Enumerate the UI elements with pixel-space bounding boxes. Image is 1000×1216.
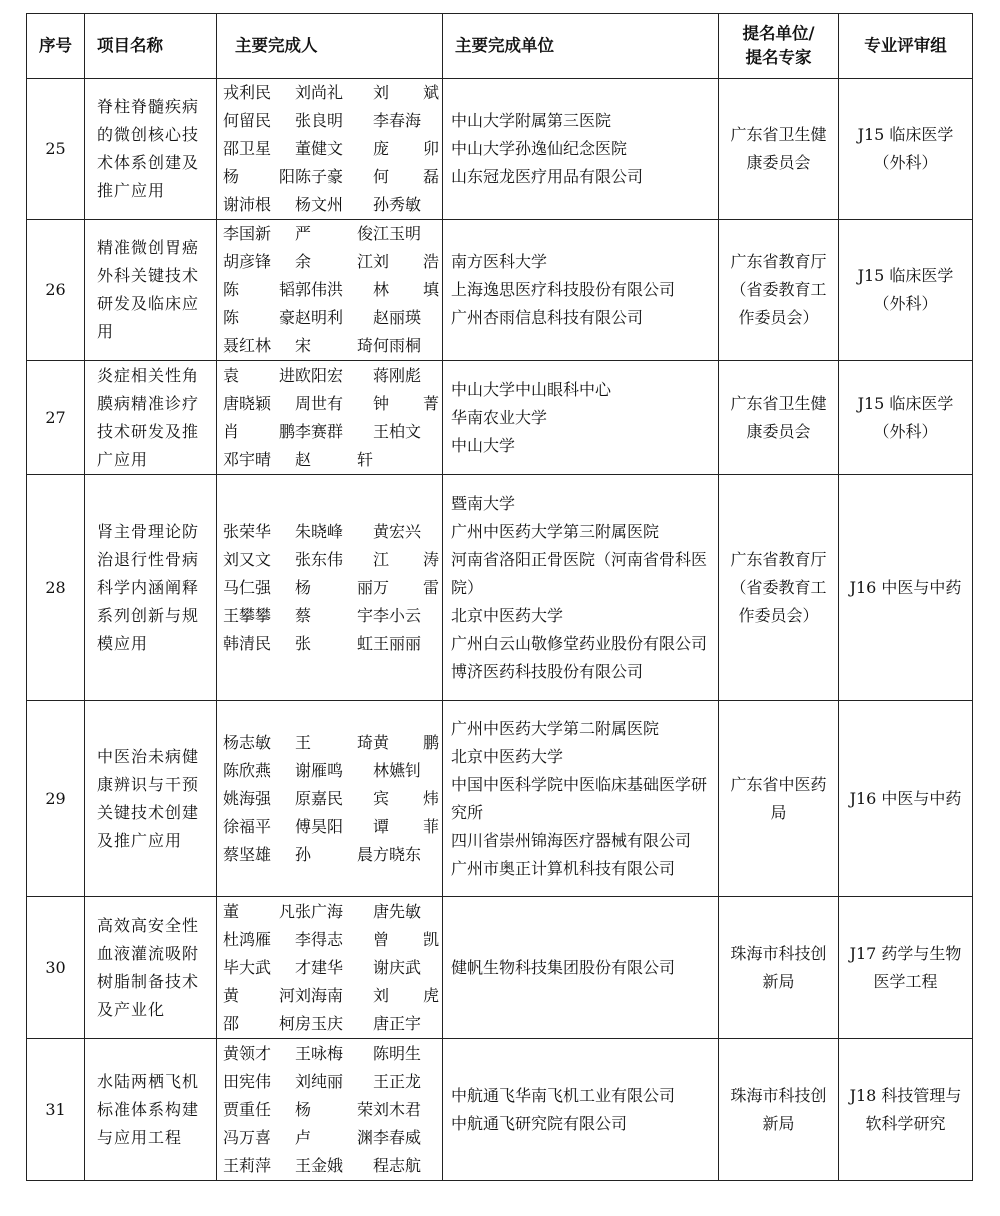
table-body	[27, 79, 973, 1181]
row-seq: 27	[27, 361, 85, 475]
row-group: J16 中医与中药	[839, 475, 973, 701]
person-name: 黄领才	[223, 1043, 272, 1063]
row-seq: 25	[27, 79, 85, 220]
table-row	[27, 361, 973, 475]
person-name: 万 雷	[373, 577, 439, 597]
person-name: 田宪伟	[223, 1071, 272, 1091]
person-name: 钟 菁	[373, 393, 439, 413]
unit-name: 山东冠龙医疗用品有限公司	[451, 167, 644, 186]
row-seq: 31	[27, 1039, 85, 1181]
person-name: 唐晓颖	[223, 393, 272, 413]
person-name: 聂红林	[223, 336, 272, 355]
person-name: 陈子豪	[295, 167, 344, 186]
person-name: 杜鸿雁	[223, 929, 272, 949]
row-nominator: 广东省中医药局	[719, 701, 839, 897]
row-seq: 26	[27, 220, 85, 361]
person-name: 王金娥	[295, 1155, 344, 1175]
row-nominator: 广东省教育厅（省委教育工作委员会）	[719, 220, 839, 361]
row-group: J16 中医与中药	[839, 701, 973, 897]
row-units	[443, 701, 719, 897]
person-name: 马仁强	[223, 577, 272, 597]
person-name: 郭伟洪	[295, 280, 344, 299]
person-name: 王柏文	[373, 421, 422, 441]
header-project: 项目名称	[85, 14, 217, 79]
row-people	[217, 220, 443, 361]
person-name: 王 琦	[295, 732, 373, 752]
person-name: 陈欣燕	[223, 760, 272, 780]
person-name: 刘木君	[373, 1099, 422, 1119]
header-people: 主要完成人	[217, 14, 443, 79]
person-name: 林 填	[373, 280, 439, 299]
row-project: 肾主骨理论防治退行性骨病科学内涵阐释系列创新与规模应用	[85, 475, 217, 701]
person-name: 谭 菲	[373, 816, 439, 836]
person-name: 姚海强	[223, 788, 272, 808]
person-name: 王正龙	[373, 1071, 422, 1091]
person-name: 朱晓峰	[295, 521, 344, 541]
person-name: 周世有	[295, 393, 344, 413]
person-name: 李赛群	[295, 421, 344, 441]
person-name: 庞 卯	[373, 139, 439, 158]
person-name: 刘尚礼	[295, 83, 344, 102]
row-group: J15 临床医学（外科）	[839, 220, 973, 361]
header-row	[27, 14, 973, 79]
person-name: 董 凡	[223, 901, 295, 921]
row-project: 精准微创胃癌外科关键技术研发及临床应用	[85, 220, 217, 361]
unit-name: 广州市奥正计算机科技有限公司	[451, 858, 676, 878]
people-grid	[223, 1040, 438, 1180]
row-project: 水陆两栖飞机标准体系构建与应用工程	[85, 1039, 217, 1181]
table-row	[27, 897, 973, 1039]
person-name: 程志航	[373, 1155, 422, 1175]
unit-name: 健帆生物科技集团股份有限公司	[451, 957, 676, 977]
person-name: 杨 阳	[223, 167, 295, 186]
person-name: 王丽丽	[373, 633, 422, 653]
unit-name: 北京中医药大学	[451, 746, 564, 766]
header-seq: 序号	[27, 14, 85, 79]
person-name: 刘又文	[223, 549, 272, 569]
person-name: 曾 凯	[373, 929, 439, 949]
unit-name: 广州中医药大学第三附属医院	[451, 521, 660, 541]
person-name: 孙 晨	[295, 844, 373, 864]
table-row	[27, 1039, 973, 1181]
header-nominator	[719, 14, 839, 79]
table-row	[27, 701, 973, 897]
table-row	[27, 220, 973, 361]
person-name: 陈 豪	[223, 308, 295, 327]
person-name: 何 磊	[373, 167, 439, 186]
person-name: 黄 鹏	[373, 732, 439, 752]
person-name: 李得志	[295, 929, 344, 949]
row-people	[217, 361, 443, 475]
unit-name: 广州白云山敬修堂药业股份有限公司	[451, 633, 708, 653]
person-name: 陈明生	[373, 1043, 422, 1063]
unit-name: 四川省崇州锦海医疗器械有限公司	[451, 830, 692, 850]
unit-name: 博济医药科技股份有限公司	[451, 661, 644, 681]
person-name: 林嬿钊	[373, 760, 422, 780]
person-name: 冯万喜	[223, 1127, 272, 1147]
person-name: 唐先敏	[373, 901, 422, 921]
person-name: 蒋刚彪	[373, 365, 422, 385]
person-name: 袁 进	[223, 365, 295, 385]
person-name: 肖 鹏	[223, 421, 295, 441]
unit-name: 上海逸思医疗科技股份有限公司	[451, 280, 676, 299]
person-name: 黄 河	[223, 985, 295, 1005]
row-units	[443, 79, 719, 220]
unit-name: 河南省洛阳正骨医院（河南省骨科医院）	[451, 549, 708, 597]
person-name: 严 俊	[295, 224, 373, 243]
people-grid	[223, 79, 438, 219]
unit-name: 中山大学	[451, 435, 516, 455]
unit-name: 广州杏雨信息科技有限公司	[451, 308, 644, 327]
unit-name: 广州中医药大学第二附属医院	[451, 718, 660, 738]
person-name: 毕大武	[223, 957, 272, 977]
unit-name: 暨南大学	[451, 493, 516, 513]
row-group: J15 临床医学（外科）	[839, 361, 973, 475]
person-name: 谢沛根	[223, 195, 272, 214]
person-name: 欧阳宏	[295, 365, 344, 385]
person-name: 邵卫星	[223, 139, 272, 158]
table-row	[27, 475, 973, 701]
row-group: J15 临床医学（外科）	[839, 79, 973, 220]
person-name: 李春威	[373, 1127, 422, 1147]
person-name: 房玉庆	[295, 1013, 344, 1033]
header-nominator-line2: 提名专家	[745, 48, 812, 67]
person-name: 刘 虎	[373, 985, 439, 1005]
row-nominator: 珠海市科技创新局	[719, 1039, 839, 1181]
unit-name: 南方医科大学	[451, 252, 548, 271]
person-name: 李春海	[373, 111, 422, 130]
row-project: 脊柱脊髓疾病的微创核心技术体系创建及推广应用	[85, 79, 217, 220]
person-name: 张 虹	[295, 633, 373, 653]
person-name: 刘 斌	[373, 83, 439, 102]
person-name: 刘纯丽	[295, 1071, 344, 1091]
row-people	[217, 79, 443, 220]
row-nominator: 广东省卫生健康委员会	[719, 79, 839, 220]
person-name: 原嘉民	[295, 788, 344, 808]
row-nominator: 珠海市科技创新局	[719, 897, 839, 1039]
row-units	[443, 475, 719, 701]
person-name: 余 江	[295, 252, 373, 271]
row-project: 炎症相关性角膜病精准诊疗技术研发及推广应用	[85, 361, 217, 475]
person-name: 何留民	[223, 111, 272, 130]
row-units	[443, 1039, 719, 1181]
header-nominator-line1: 提名单位/	[742, 24, 815, 43]
person-name: 孙秀敏	[373, 195, 422, 214]
row-units	[443, 897, 719, 1039]
person-name: 宾 炜	[373, 788, 439, 808]
person-name: 宋 琦	[295, 336, 373, 355]
row-nominator: 广东省教育厅（省委教育工作委员会）	[719, 475, 839, 701]
unit-name: 中国中医科学院中医临床基础医学研究所	[451, 774, 708, 822]
person-name: 张良明	[295, 111, 344, 130]
person-name: 何雨桐	[373, 336, 422, 355]
unit-name: 中山大学中山眼科中心	[451, 379, 612, 399]
person-name: 邓宇晴	[223, 449, 272, 469]
person-name: 方晓东	[373, 844, 422, 864]
person-name: 董健文	[295, 139, 344, 158]
person-name: 唐正宇	[373, 1013, 422, 1033]
unit-name: 北京中医药大学	[451, 605, 564, 625]
person-name: 张荣华	[223, 521, 272, 541]
person-name: 杨文州	[295, 195, 344, 214]
person-name: 刘 浩	[373, 252, 439, 271]
people-grid	[223, 362, 438, 474]
people-grid	[223, 220, 438, 360]
row-seq: 28	[27, 475, 85, 701]
person-name: 王攀攀	[223, 605, 272, 625]
person-name: 刘海南	[295, 985, 344, 1005]
person-name: 王莉萍	[223, 1155, 272, 1175]
person-name: 胡彦锋	[223, 252, 272, 271]
person-name: 张广海	[295, 901, 344, 921]
person-name: 贾重任	[223, 1099, 272, 1119]
table-row	[27, 79, 973, 220]
row-nominator: 广东省卫生健康委员会	[719, 361, 839, 475]
person-name: 韩清民	[223, 633, 272, 653]
person-name: 谢庆武	[373, 957, 422, 977]
awards-table	[26, 13, 973, 1181]
person-name: 李国新	[223, 224, 272, 243]
unit-name: 中山大学孙逸仙纪念医院	[451, 139, 628, 158]
unit-name: 中山大学附属第三医院	[451, 111, 612, 130]
person-name: 张东伟	[295, 549, 344, 569]
person-name: 蔡坚雄	[223, 844, 272, 864]
row-project: 中医治未病健康辨识与干预关键技术创建及推广应用	[85, 701, 217, 897]
person-name: 江 涛	[373, 549, 439, 569]
row-units	[443, 361, 719, 475]
row-people	[217, 1039, 443, 1181]
row-group: J18 科技管理与软科学研究	[839, 1039, 973, 1181]
people-grid	[223, 518, 438, 658]
header-group: 专业评审组	[839, 14, 973, 79]
person-name: 赵明利	[295, 308, 344, 327]
unit-name: 中航通飞华南飞机工业有限公司	[451, 1085, 676, 1105]
row-seq: 29	[27, 701, 85, 897]
person-name: 王咏梅	[295, 1043, 344, 1063]
row-people	[217, 897, 443, 1039]
person-name: 赵丽瑛	[373, 308, 422, 327]
person-name: 徐福平	[223, 816, 272, 836]
person-name: 邵 柯	[223, 1013, 295, 1033]
person-name: 戎利民	[223, 83, 272, 102]
row-project: 高效高安全性血液灌流吸附树脂制备技术及产业化	[85, 897, 217, 1039]
person-name: 杨 丽	[295, 577, 373, 597]
row-people	[217, 475, 443, 701]
person-name	[373, 446, 439, 474]
people-grid	[223, 898, 438, 1038]
person-name: 黄宏兴	[373, 521, 422, 541]
person-name: 杨 荣	[295, 1099, 373, 1119]
person-name: 江玉明	[373, 224, 422, 243]
unit-name: 华南农业大学	[451, 407, 548, 427]
unit-name: 中航通飞研究院有限公司	[451, 1113, 628, 1133]
person-name: 卢 渊	[295, 1127, 373, 1147]
person-name: 陈 韬	[223, 280, 295, 299]
row-group: J17 药学与生物医学工程	[839, 897, 973, 1039]
row-seq: 30	[27, 897, 85, 1039]
person-name: 李小云	[373, 605, 422, 625]
people-grid	[223, 729, 438, 869]
row-people	[217, 701, 443, 897]
person-name: 傅昊阳	[295, 816, 344, 836]
person-name: 赵 轩	[295, 449, 373, 469]
header-units: 主要完成单位	[443, 14, 719, 79]
row-units	[443, 220, 719, 361]
person-name: 蔡 宇	[295, 605, 373, 625]
person-name: 杨志敏	[223, 732, 272, 752]
person-name: 谢雁鸣	[295, 760, 344, 780]
person-name: 才建华	[295, 957, 344, 977]
